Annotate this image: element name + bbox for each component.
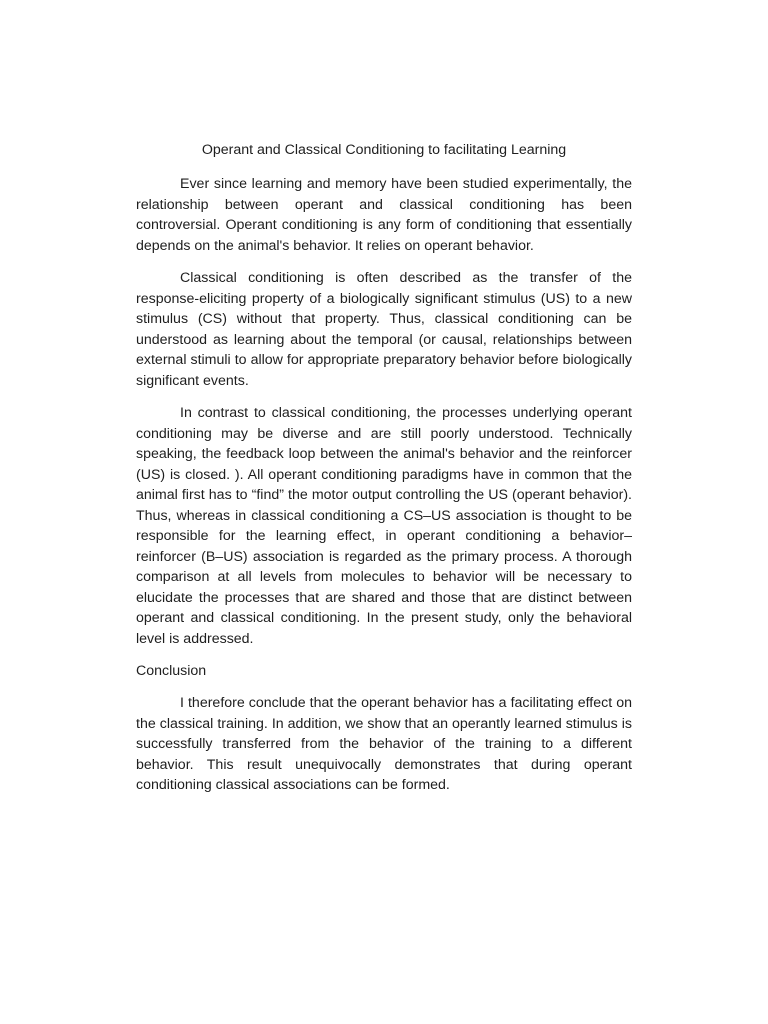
body-paragraph-1: Ever since learning and memory have been studied experimentally, the relationship between operant and classical conditioning has been controversial. Operant conditioning is any form of conditioning that essentially depends on the animal's behavior. It relies on operant behavior.	[136, 176, 632, 254]
document-title: Operant and Classical Conditioning to facilitating Learning	[201, 142, 567, 158]
document-page	[136, 140, 632, 808]
body-paragraph-2: Classical conditioning is often described as the transfer of the response-eliciting property of a biologically significant stimulus (US) to a new stimulus (CS) without that property. Thus, classical conditioning can be understood as learning about the temporal (or causal, relationships between external stimuli to allow for appropriate preparatory behavior before biologically significant events.	[136, 270, 632, 389]
body-paragraph-3: In contrast to classical conditioning, the processes underlying operant conditioning may be diverse and are still poorly understood. Technically speaking, the feedback loop between the animal's behavior and the reinforcer (US) is closed. ). All operant conditioning paradigms have in common that the animal first has to “find” the motor output controlling the US (operant behavior). Thus, whereas in classical conditioning a CS–US association is thought to be responsible for the learning effect, in operant conditioning a behavior–reinforcer (B–US) association is regarded as the primary process. A thorough comparison at all levels from molecules to behavior will be necessary to elucidate the processes that are shared and those that are distinct between operant and classical conditioning. In the present study, only the behavioral level is addressed.	[136, 405, 632, 647]
conclusion-paragraph: I therefore conclude that the operant behavior has a facilitating effect on the classical training. In addition, we show that an operantly learned stimulus is successfully transferred from the behavior of the training to a different behavior. This result unequivocally demonstrates that during operant conditioning classical associations can be formed.	[136, 695, 632, 793]
conclusion-heading: Conclusion	[136, 663, 207, 679]
